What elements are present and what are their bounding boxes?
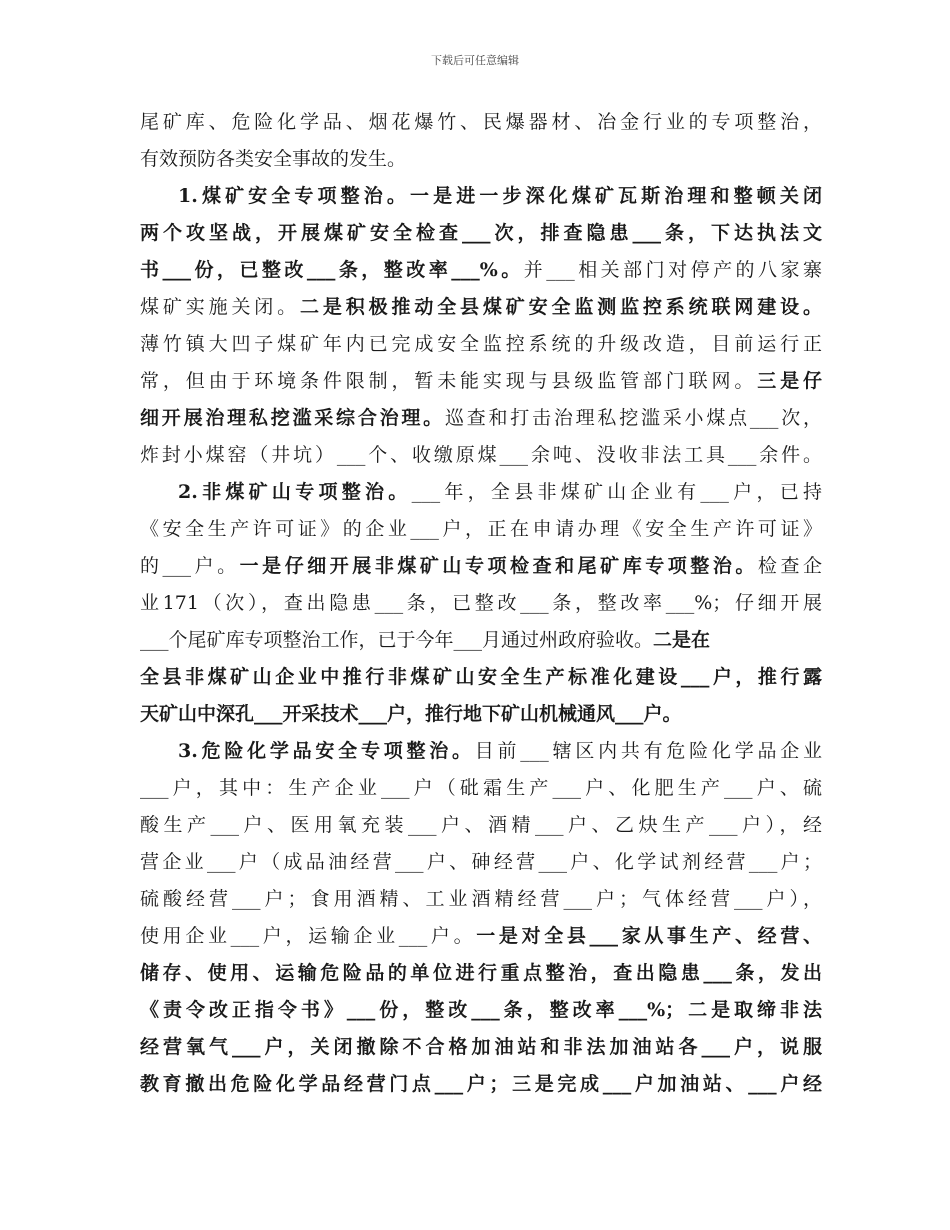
text-segment: 硫酸经营___户；食用酒精、工业酒精经营___户；气体经营___户）， — [140, 888, 822, 910]
text-segment: ___个尾矿库专项整治工作，已于今年___月通过州政府验收。 — [140, 629, 654, 651]
text-line — [140, 918, 822, 955]
text-line — [140, 622, 822, 659]
text-segment: 酸生产___户、医用氧充装___户、酒精___户、乙炔生产___户），经 — [140, 814, 822, 836]
text-segment: 煤矿实施关闭。 — [140, 296, 301, 318]
text-segment: ___年，全县非煤矿山企业有___户，已持 — [411, 481, 822, 503]
text-line — [140, 474, 822, 511]
text-line — [140, 733, 822, 770]
text-segment: 使用企业___户，运输企业___户。 — [140, 925, 477, 947]
text-line — [140, 363, 822, 400]
text-segment: 并___相关部门对停产的八家寨 — [523, 259, 822, 281]
bold-text-segment: 两个攻坚战，开展煤矿安全检查___次，排查隐患___条，下达执法文 — [140, 222, 822, 244]
text-line — [140, 141, 822, 178]
bold-text-segment: 2.非煤矿山专项整治。 — [178, 481, 412, 503]
text-segment: 有效预防各类安全事故的发生。 — [140, 148, 407, 170]
bold-text-segment: 二是积极推动全县煤矿安全监测监控系统联网建设。 — [300, 296, 822, 318]
text-segment: 巡查和打击治理私挖滥采小煤点___次， — [444, 407, 822, 429]
text-line — [140, 881, 822, 918]
text-line — [140, 548, 822, 585]
document-body — [140, 104, 822, 1103]
text-segment: 的___户。 — [140, 555, 240, 577]
text-line — [140, 215, 822, 252]
text-segment: 薄竹镇大凹子煤矿年内已完成安全监控系统的升级改造，目前运行正 — [140, 333, 822, 355]
bold-text-segment: 教育撤出危险化学品经营门点___户；三是完成___户加油站、___户经 — [140, 1073, 822, 1095]
text-line — [140, 178, 822, 215]
text-segment: 检查企 — [757, 555, 822, 577]
text-line — [140, 844, 822, 881]
bold-text-segment: 储存、使用、运输危险品的单位进行重点整治，查出隐患___条，发出 — [140, 962, 822, 984]
text-line — [140, 992, 822, 1029]
text-line — [140, 326, 822, 363]
bold-text-segment: 全县非煤矿山企业中推行非煤矿山安全生产标准化建设___户，推行露 — [140, 666, 822, 688]
text-segment: 目前___辖区内共有危险化学品企业 — [474, 740, 822, 762]
text-line — [140, 955, 822, 992]
bold-text-segment: 3.危险化学品安全专项整治。 — [178, 740, 475, 762]
text-segment: ___户，其中：生产企业___户（砒霜生产___户、化肥生产___户、硫 — [140, 777, 822, 799]
text-line — [140, 511, 822, 548]
text-line — [140, 1066, 822, 1103]
bold-text-segment: 细开展治理私挖滥采综合治理。 — [140, 407, 445, 429]
text-line — [140, 770, 822, 807]
text-segment: 营企业___户（成品油经营___户、砷经营___户、化学试剂经营___户； — [140, 851, 822, 873]
text-line — [140, 252, 822, 289]
bold-text-segment: 一是对全县___家从事生产、经营、 — [476, 925, 822, 947]
text-line — [140, 807, 822, 844]
text-line — [140, 437, 822, 474]
bold-text-segment: 天矿山中深孔___开采技术___户，推行地下矿山机械通风___户。 — [140, 703, 682, 725]
text-segment: 业171（次），查出隐患___条，已整改___条，整改率___%；仔细开展 — [140, 592, 822, 614]
bold-text-segment: 书___份，已整改___条，整改率___%。 — [140, 259, 524, 281]
bold-text-segment: 1.煤矿安全专项整治。一是进一步深化煤矿瓦斯治理和整顿关闭 — [178, 185, 822, 207]
text-line — [140, 585, 822, 622]
bold-text-segment: 三是仔 — [757, 370, 822, 392]
bold-text-segment: 二是在 — [653, 629, 711, 651]
text-line — [140, 1029, 822, 1066]
text-segment: 常，但由于环境条件限制，暂未能实现与县级监管部门联网。 — [140, 370, 758, 392]
text-line — [140, 659, 822, 696]
page-header: 下载后可任意编辑 — [431, 54, 519, 67]
bold-text-segment: 一是仔细开展非煤矿山专项检查和尾矿库专项整治。 — [239, 555, 758, 577]
text-segment: 炸封小煤窑（井坑）___个、收缴原煤___余吨、没收非法工具___余件。 — [140, 444, 822, 466]
bold-text-segment: 经营氧气___户，关闭撤除不合格加油站和非法加油站各___户，说服 — [140, 1036, 822, 1058]
bold-text-segment: 《责令改正指令书》___份，整改___条，整改率___%；二是取缔非法 — [140, 999, 822, 1021]
text-line — [140, 696, 822, 733]
text-line — [140, 104, 822, 141]
text-line — [140, 289, 822, 326]
text-line — [140, 400, 822, 437]
text-segment: 尾矿库、危险化学品、烟花爆竹、民爆器材、冶金行业的专项整治， — [140, 111, 822, 133]
text-segment: 《安全生产许可证》的企业___户，正在申请办理《安全生产许可证》 — [140, 518, 822, 540]
